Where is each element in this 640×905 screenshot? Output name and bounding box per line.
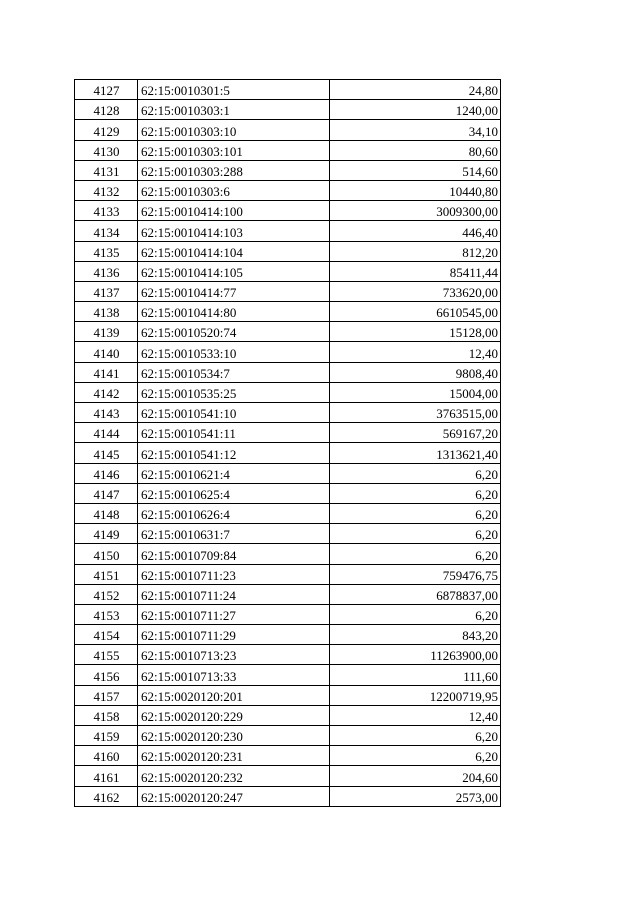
table-row <box>75 564 501 584</box>
row-number-cell: 4133 <box>75 201 138 221</box>
value-cell: 12200719,95 <box>330 685 501 705</box>
row-number-cell: 4162 <box>75 786 138 806</box>
value-cell: 3763515,00 <box>330 403 501 423</box>
table-row <box>75 665 501 685</box>
cadastral-number-cell: 62:15:0010303:288 <box>138 160 330 180</box>
value-cell: 6,20 <box>330 524 501 544</box>
row-number-cell: 4134 <box>75 221 138 241</box>
table-row <box>75 625 501 645</box>
cadastral-number-cell: 62:15:0010534:7 <box>138 362 330 382</box>
row-number-cell: 4127 <box>75 80 138 100</box>
table-row <box>75 403 501 423</box>
table-row <box>75 382 501 402</box>
cadastral-number-cell: 62:15:0010414:105 <box>138 261 330 281</box>
table-row <box>75 544 501 564</box>
value-cell: 6,20 <box>330 463 501 483</box>
table-row <box>75 604 501 624</box>
table-row <box>75 160 501 180</box>
row-number-cell: 4147 <box>75 483 138 503</box>
cadastral-number-cell: 62:15:0010414:80 <box>138 302 330 322</box>
row-number-cell: 4138 <box>75 302 138 322</box>
value-cell: 6,20 <box>330 544 501 564</box>
table-row <box>75 100 501 120</box>
value-cell: 6,20 <box>330 746 501 766</box>
row-number-cell: 4142 <box>75 382 138 402</box>
row-number-cell: 4144 <box>75 423 138 443</box>
cadastral-value-table <box>74 79 501 807</box>
value-cell: 9808,40 <box>330 362 501 382</box>
table-row <box>75 483 501 503</box>
table-row <box>75 180 501 200</box>
row-number-cell: 4139 <box>75 322 138 342</box>
table-row <box>75 645 501 665</box>
value-cell: 12,40 <box>330 342 501 362</box>
value-cell: 6,20 <box>330 483 501 503</box>
cadastral-number-cell: 62:15:0010625:4 <box>138 483 330 503</box>
table-row <box>75 705 501 725</box>
row-number-cell: 4145 <box>75 443 138 463</box>
value-cell: 6,20 <box>330 503 501 523</box>
cadastral-number-cell: 62:15:0010303:6 <box>138 180 330 200</box>
cadastral-number-cell: 62:15:0010713:23 <box>138 645 330 665</box>
table-row <box>75 443 501 463</box>
table-row <box>75 261 501 281</box>
cadastral-number-cell: 62:15:0010626:4 <box>138 503 330 523</box>
value-cell: 843,20 <box>330 625 501 645</box>
row-number-cell: 4161 <box>75 766 138 786</box>
cadastral-number-cell: 62:15:0010709:84 <box>138 544 330 564</box>
table-row <box>75 201 501 221</box>
cadastral-number-cell: 62:15:0010541:10 <box>138 403 330 423</box>
table-row <box>75 503 501 523</box>
row-number-cell: 4149 <box>75 524 138 544</box>
row-number-cell: 4158 <box>75 705 138 725</box>
value-cell: 6878837,00 <box>330 584 501 604</box>
value-cell: 569167,20 <box>330 423 501 443</box>
row-number-cell: 4143 <box>75 403 138 423</box>
cadastral-number-cell: 62:15:0010301:5 <box>138 80 330 100</box>
cadastral-number-cell: 62:15:0010533:10 <box>138 342 330 362</box>
table-row <box>75 766 501 786</box>
value-cell: 15004,00 <box>330 382 501 402</box>
row-number-cell: 4154 <box>75 625 138 645</box>
table-row <box>75 221 501 241</box>
value-cell: 34,10 <box>330 120 501 140</box>
value-cell: 733620,00 <box>330 281 501 301</box>
row-number-cell: 4157 <box>75 685 138 705</box>
value-cell: 11263900,00 <box>330 645 501 665</box>
row-number-cell: 4135 <box>75 241 138 261</box>
value-cell: 10440,80 <box>330 180 501 200</box>
row-number-cell: 4148 <box>75 503 138 523</box>
value-cell: 111,60 <box>330 665 501 685</box>
value-cell: 6,20 <box>330 726 501 746</box>
table-row <box>75 342 501 362</box>
cadastral-number-cell: 62:15:0020120:231 <box>138 746 330 766</box>
cadastral-number-cell: 62:15:0010520:74 <box>138 322 330 342</box>
value-cell: 1240,00 <box>330 100 501 120</box>
cadastral-number-cell: 62:15:0010711:29 <box>138 625 330 645</box>
table-row <box>75 524 501 544</box>
table-row <box>75 80 501 100</box>
table-body <box>75 80 501 807</box>
cadastral-number-cell: 62:15:0010414:103 <box>138 221 330 241</box>
value-cell: 12,40 <box>330 705 501 725</box>
cadastral-number-cell: 62:15:0010713:33 <box>138 665 330 685</box>
table-row <box>75 423 501 443</box>
value-cell: 85411,44 <box>330 261 501 281</box>
row-number-cell: 4160 <box>75 746 138 766</box>
table-row <box>75 685 501 705</box>
row-number-cell: 4137 <box>75 281 138 301</box>
cadastral-number-cell: 62:15:0010631:7 <box>138 524 330 544</box>
row-number-cell: 4151 <box>75 564 138 584</box>
table-row <box>75 584 501 604</box>
value-cell: 80,60 <box>330 140 501 160</box>
row-number-cell: 4131 <box>75 160 138 180</box>
row-number-cell: 4153 <box>75 604 138 624</box>
row-number-cell: 4150 <box>75 544 138 564</box>
row-number-cell: 4155 <box>75 645 138 665</box>
row-number-cell: 4152 <box>75 584 138 604</box>
table-row <box>75 463 501 483</box>
table-row <box>75 281 501 301</box>
value-cell: 514,60 <box>330 160 501 180</box>
value-cell: 2573,00 <box>330 786 501 806</box>
cadastral-number-cell: 62:15:0010303:10 <box>138 120 330 140</box>
cadastral-number-cell: 62:15:0020120:247 <box>138 786 330 806</box>
cadastral-number-cell: 62:15:0010541:11 <box>138 423 330 443</box>
table-row <box>75 241 501 261</box>
cadastral-number-cell: 62:15:0020120:229 <box>138 705 330 725</box>
row-number-cell: 4159 <box>75 726 138 746</box>
value-cell: 446,40 <box>330 221 501 241</box>
row-number-cell: 4132 <box>75 180 138 200</box>
value-cell: 3009300,00 <box>330 201 501 221</box>
table-row <box>75 322 501 342</box>
table-row <box>75 726 501 746</box>
row-number-cell: 4130 <box>75 140 138 160</box>
row-number-cell: 4128 <box>75 100 138 120</box>
table-row <box>75 120 501 140</box>
value-cell: 6610545,00 <box>330 302 501 322</box>
value-cell: 24,80 <box>330 80 501 100</box>
value-cell: 204,60 <box>330 766 501 786</box>
cadastral-number-cell: 62:15:0010621:4 <box>138 463 330 483</box>
value-cell: 15128,00 <box>330 322 501 342</box>
cadastral-number-cell: 62:15:0010303:101 <box>138 140 330 160</box>
cadastral-number-cell: 62:15:0010541:12 <box>138 443 330 463</box>
cadastral-number-cell: 62:15:0020120:230 <box>138 726 330 746</box>
table-row <box>75 140 501 160</box>
cadastral-number-cell: 62:15:0010303:1 <box>138 100 330 120</box>
table-row <box>75 746 501 766</box>
cadastral-number-cell: 62:15:0010711:27 <box>138 604 330 624</box>
row-number-cell: 4141 <box>75 362 138 382</box>
row-number-cell: 4136 <box>75 261 138 281</box>
table-row <box>75 786 501 806</box>
cadastral-number-cell: 62:15:0010711:24 <box>138 584 330 604</box>
cadastral-number-cell: 62:15:0010414:100 <box>138 201 330 221</box>
value-cell: 1313621,40 <box>330 443 501 463</box>
table-row <box>75 302 501 322</box>
row-number-cell: 4146 <box>75 463 138 483</box>
cadastral-number-cell: 62:15:0010711:23 <box>138 564 330 584</box>
table-row <box>75 362 501 382</box>
value-cell: 6,20 <box>330 604 501 624</box>
row-number-cell: 4156 <box>75 665 138 685</box>
cadastral-number-cell: 62:15:0020120:232 <box>138 766 330 786</box>
value-cell: 759476,75 <box>330 564 501 584</box>
value-cell: 812,20 <box>330 241 501 261</box>
cadastral-number-cell: 62:15:0020120:201 <box>138 685 330 705</box>
cadastral-number-cell: 62:15:0010414:104 <box>138 241 330 261</box>
row-number-cell: 4129 <box>75 120 138 140</box>
cadastral-number-cell: 62:15:0010535:25 <box>138 382 330 402</box>
cadastral-number-cell: 62:15:0010414:77 <box>138 281 330 301</box>
row-number-cell: 4140 <box>75 342 138 362</box>
